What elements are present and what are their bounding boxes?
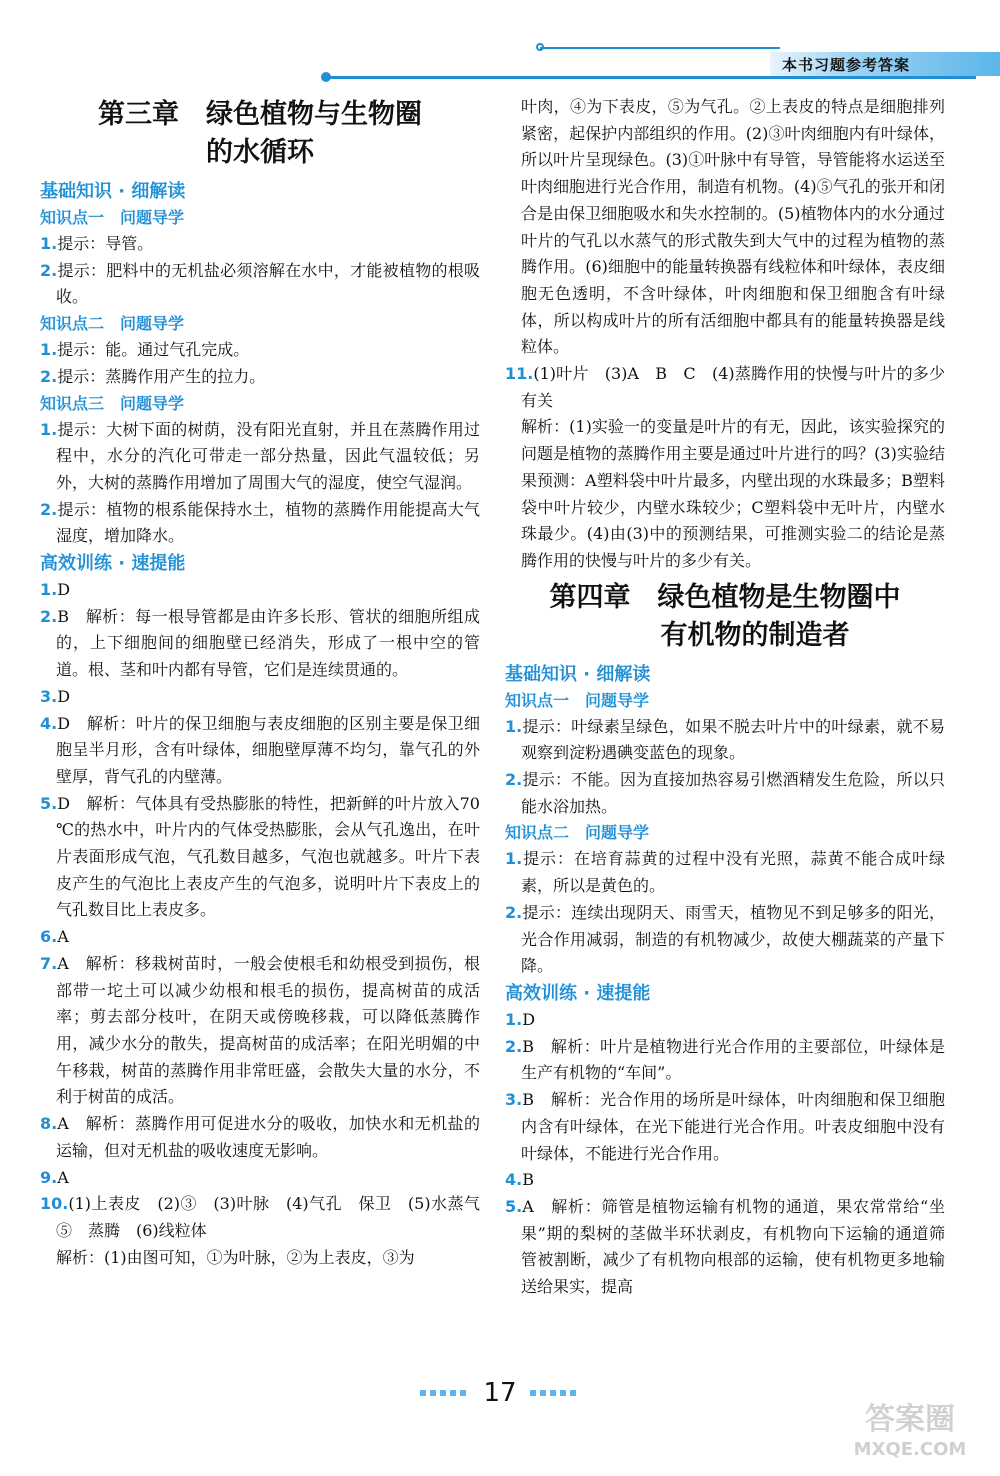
analysis-text: 叶肉，④为下表皮，⑤为气孔。②上表皮的特点是细胞排列紧密，起保护内部组织的作用。(2)③叶肉细胞内有叶绿体，所以叶片呈现绿色。(3)①叶脉中有导管，导管能将水运送至叶肉细胞进行光合作用，制造有机物。(4)⑤气孔的张开和闭合是由保卫细胞吸水和失水控制的。(5)植物体内的水分通过叶片的气孔以水蒸气的形式散失到大气中的过程为植物的蒸腾作用。(6)细胞中的能量转换器有线粒体和叶绿体，表皮细胞无色透明，不含叶绿体，叶肉细胞和保卫细胞含有叶绿体，所以构成叶片的所有活细胞中都具有的能量转换器是线粒体。 (521, 97, 945, 357)
item-number: 4. (40, 713, 58, 733)
section-heading: 高效训练 · 速提能 (505, 982, 651, 1004)
answer-item (40, 1191, 497, 1244)
item-number: 8. (40, 1114, 58, 1134)
item-text: D (522, 1009, 536, 1029)
item-text: 提示：连续出现阴天、雨雪天，植物见不到足够多的阳光，光合作用减弱，制造的有机物减少，故使大棚蔬菜的产量下降。 (521, 902, 945, 976)
item-number: 2. (505, 902, 523, 922)
item-number: 1. (40, 419, 58, 439)
header-rule (540, 47, 780, 49)
item-number: 4. (505, 1170, 523, 1190)
item-text: 提示：大树下面的树荫，没有阳光直射，并且在蒸腾作用过程中，水分的汽化可带走一部分热量，因此气温较低；另外，大树的蒸腾作用增加了周围大气的湿度，使空气湿润。 (56, 419, 480, 492)
header-rule-2 (326, 76, 976, 79)
left-column (40, 96, 497, 1271)
chapter-4-title (505, 579, 945, 655)
item-number: 2. (40, 366, 58, 386)
list-item (505, 900, 945, 980)
item-text: B 解析：每一根导管都是由许多长形、管状的细胞所组成的，上下细胞间的细胞壁已经消失，形成了一根中空的管道。根、茎和叶内都有导管，它们是连续贯通的。 (56, 606, 480, 680)
watermark-logo (830, 1402, 990, 1465)
item-text: 提示：蒸腾作用产生的拉力。 (57, 366, 266, 386)
answer-item (505, 1167, 945, 1194)
answer-item (40, 711, 480, 791)
list-item (40, 364, 480, 391)
item-number: 2. (505, 1036, 523, 1056)
section-heading: 基础知识 · 细解读 (40, 181, 186, 202)
chapter-title-line: 第四章 绿色植物是生物圈中 (549, 581, 901, 613)
item-number: 11. (505, 364, 534, 384)
item-number: 2. (40, 499, 58, 519)
item-text: 提示：不能。因为直接加热容易引燃酒精发生危险，所以只能水浴加热。 (521, 770, 945, 816)
subsection-heading: 知识点三 问题导学 (40, 393, 185, 413)
answer-item (40, 951, 480, 1111)
subsection-heading: 知识点二 问题导学 (505, 823, 650, 843)
item-number: 2. (40, 260, 58, 280)
item-number: 2. (505, 770, 523, 790)
watermark-text: 答案圈 (865, 1402, 955, 1437)
item-number: 2. (40, 606, 58, 626)
item-text: D 解析：叶片的保卫细胞与表皮细胞的区别主要是保卫细胞呈半月形，含有叶绿体，细胞壁厚薄不均匀，靠气孔的外壁厚，背气孔的内壁薄。 (56, 713, 480, 786)
item-text: 提示：植物的根系能保持水土，植物的蒸腾作用能提高大气湿度，增加降水。 (56, 499, 480, 546)
item-number: 1. (40, 580, 58, 600)
item-text: A 解析：移栽树苗时，一般会使根毛和幼根受到损伤，根部带一坨土可以减少幼根和根毛的损伤，提高树苗的成活率；剪去部分枝叶，在阴天或傍晚移栽，可以降低蒸腾作用，减少水分的散失，提高树苗的成活率；在阳光明媚的中午移栽，树苗的蒸腾作用非常旺盛，会散失大量的水分，不利于树苗的成活。 (56, 953, 480, 1107)
item-number: 3. (505, 1090, 523, 1110)
subsection-heading: 知识点二 问题导学 (40, 314, 185, 334)
analysis-text: 解析：(1)实验一的变量是叶片的有无，因此，该实验探究的问题是植物的蒸腾作用主要是通过叶片进行的吗？(3)实验结果预测：A塑料袋中叶片最多，内壁出现的水珠最多；B塑料袋中叶片较少，内壁水珠较少；C塑料袋中无叶片，内壁水珠最少。(4)由(3)中的预测结果，可推测实验二的结论是蒸腾作用的快慢与叶片的多少有关。 (521, 417, 945, 570)
item-text: (1)叶片 (3)A B C (4)蒸腾作用的快慢与叶片的多少有关 (521, 364, 945, 410)
item-number: 5. (40, 793, 58, 813)
answer-item (40, 577, 480, 604)
item-text: B 解析：叶片是植物进行光合作用的主要部位，叶绿体是生产有机物的“车间”。 (521, 1036, 945, 1083)
answer-item (40, 1165, 480, 1192)
subsection-heading: 知识点一 问题导学 (505, 690, 650, 710)
item-text: (1)上表皮 (2)③ (3)叶脉 (4)气孔 保卫 (5)水蒸气 ⑤ 蒸腾 (6)线粒体 (56, 1194, 497, 1240)
footer-deco-right (530, 1390, 578, 1396)
list-item (505, 846, 945, 899)
item-number: 1. (40, 340, 58, 360)
list-item (40, 258, 480, 311)
answer-item (505, 1034, 945, 1087)
analysis-text: 解析：(1)由图可知，①为叶脉，②为上表皮，③为 (56, 1247, 415, 1267)
watermark-url: MXQE.COM (853, 1439, 967, 1460)
answer-item (40, 684, 480, 711)
item-number: 1. (505, 849, 523, 869)
item-text: B (522, 1170, 534, 1190)
list-item (40, 337, 480, 364)
chapter-title-line: 第三章 绿色植物与生物圈 (98, 99, 422, 130)
item-text: A 解析：筛管是植物运输有机物的通道，果农常常给“坐果”期的梨树的茎做半环状剥皮，有机物向下运输的通道筛管被割断，减少了有机物向根部的运输，使有机物更多地输送给果实，提高 (521, 1196, 945, 1297)
item-number: 3. (40, 686, 58, 706)
answer-item (505, 1007, 945, 1034)
page-number: 17 (483, 1378, 517, 1408)
item-number: 6. (40, 927, 58, 947)
answer-item (40, 604, 480, 684)
item-number: 9. (40, 1167, 58, 1187)
item-text: D (57, 686, 71, 706)
section-heading: 高效训练 · 速提能 (40, 553, 186, 575)
item-number: 5. (505, 1196, 523, 1216)
chapter-title-line: 有机物的制造者 (660, 619, 850, 651)
header-title: 本书习题参考答案 (782, 56, 911, 74)
answer-item (40, 1111, 480, 1164)
item-text: A (57, 1167, 69, 1187)
right-column (505, 94, 945, 1301)
list-item (505, 767, 945, 820)
list-item (40, 497, 480, 550)
answer-item (505, 1194, 945, 1301)
chapter-3-title (40, 96, 480, 172)
answer-item (505, 1087, 945, 1167)
item-text: 提示：在培育蒜黄的过程中没有光照，蒜黄不能合成叶绿素，所以是黄色的。 (521, 849, 945, 896)
item-text: A 解析：蒸腾作用可促进水分的吸收，加快水和无机盐的运输，但对无机盐的吸收速度无影响。 (56, 1114, 480, 1160)
item-text: D (57, 580, 71, 600)
item-text: 提示：肥料中的无机盐必须溶解在水中，才能被植物的根吸收。 (56, 260, 480, 307)
list-item (40, 231, 480, 258)
item-number: 1. (505, 1009, 523, 1029)
item-number: 1. (40, 234, 58, 253)
item-text: 提示：导管。 (57, 234, 154, 253)
item-text: 提示：叶绿素呈绿色，如果不脱去叶片中的叶绿素，就不易观察到淀粉遇碘变蓝色的现象。 (521, 716, 945, 763)
item-text: B 解析：光合作用的场所是叶绿体，叶肉细胞和保卫细胞内含有叶绿体，在光下能进行光合作用。叶表皮细胞中没有叶绿体，不能进行光合作用。 (521, 1090, 945, 1163)
chapter-title-line: 的水循环 (206, 137, 314, 168)
answer-item (40, 924, 480, 951)
item-number: 7. (40, 953, 58, 973)
item-number: 10. (40, 1194, 69, 1214)
list-item (40, 417, 480, 497)
item-text: D 解析：气体具有受热膨胀的特性，把新鲜的叶片放入70 ℃的热水中，叶片内的气体受热膨胀，会从气孔逸出，在叶片表面形成气泡，气孔数目越多，气泡也就越多。叶片下表皮产生的气泡比上表皮产生的气泡多，说明叶片下表皮上的气孔数目比上表皮多。 (56, 793, 480, 920)
section-heading: 基础知识 · 细解读 (505, 663, 651, 685)
subsection-heading: 知识点一 问题导学 (40, 208, 185, 227)
answer-item (40, 791, 480, 925)
item-text: 提示：能。通过气孔完成。 (57, 340, 250, 360)
list-item (505, 714, 945, 767)
answer-item (505, 361, 945, 414)
item-number: 1. (505, 716, 523, 736)
item-text: A (57, 927, 69, 947)
